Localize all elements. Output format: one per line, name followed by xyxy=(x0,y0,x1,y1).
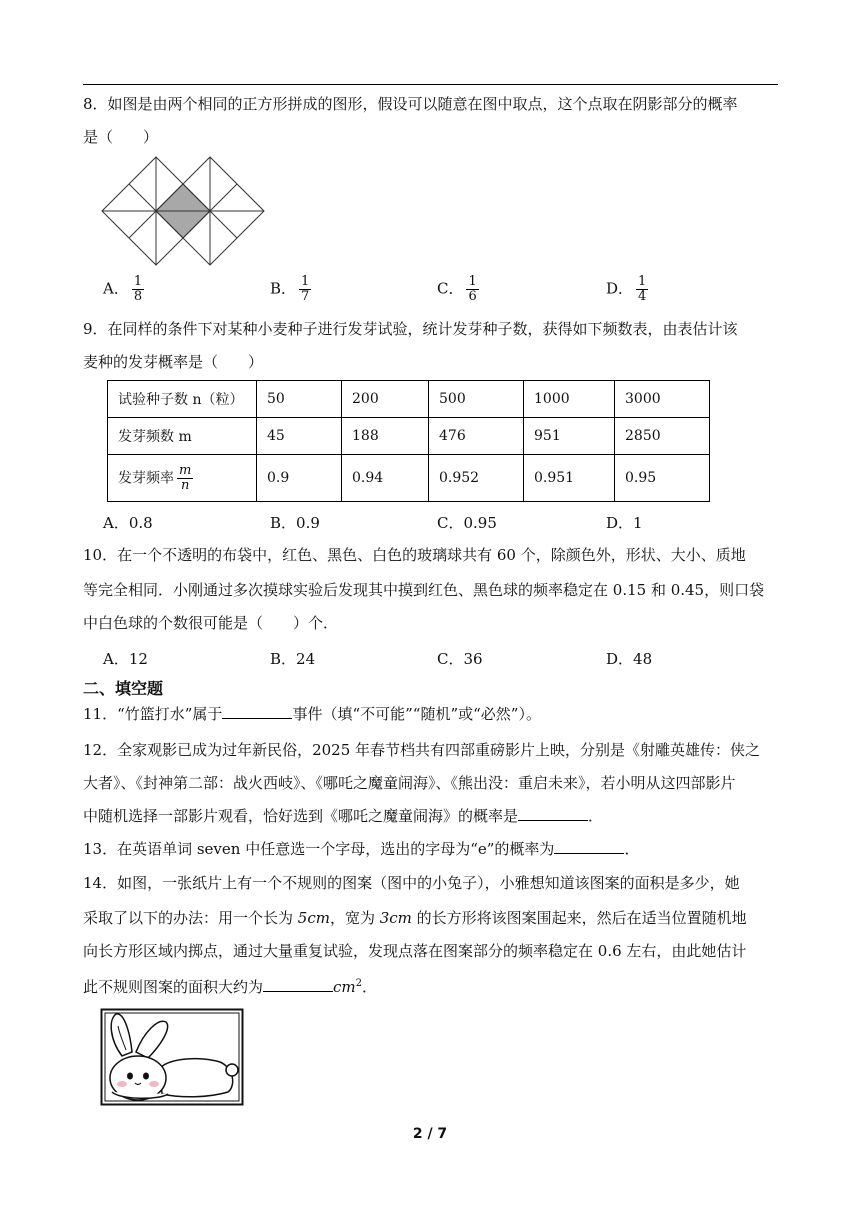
q8-option-c[interactable]: C． $\frac{1}{6}$ xyxy=(437,274,477,304)
q14-text-line3: 向长方形区域内掷点，通过大量重复试验，发现点落在图案部分的频率稳定在 0.6 左右，由此她估计 xyxy=(83,942,747,960)
table-cell: 0.95 xyxy=(615,455,710,502)
table-row xyxy=(108,418,710,455)
table-cell: 476 xyxy=(429,418,524,455)
table-row xyxy=(108,381,710,418)
q9-text-line2: 麦种的发芽概率是（ ） xyxy=(83,353,264,371)
q14-text-line4: 此不规则图案的面积大约为 $cm^2$． xyxy=(83,969,783,1002)
q12-text-line2: 大者》、《封神第二部：战火西岐》、《哪吒之魔童闹海》、《熊出没：重启未来》，若小明从这四部影片 xyxy=(83,774,736,792)
table-cell: 200 xyxy=(342,381,429,418)
table-cell: 500 xyxy=(429,381,524,418)
table-cell: 3000 xyxy=(615,381,710,418)
table-cell: 发芽频率 $\frac{m}{n}$ xyxy=(108,455,257,502)
q12-text-line1: 12．全家观影已成为过年新民俗，2025 年春节档共有四部重磅影片上映，分别是《射雕英雄传：侠之 xyxy=(83,741,761,759)
q9-text-line1: 9．在同样的条件下对某种小麦种子进行发芽试验，统计发芽种子数，获得如下频数表，由表估计该 xyxy=(83,320,738,338)
q13-text: 13．在英语单词 seven 中任意选一个字母，选出的字母为“e”的概率为 ． xyxy=(83,834,783,864)
table-cell: 1000 xyxy=(524,381,615,418)
q10-option-b[interactable]: B．24 xyxy=(270,650,316,668)
q11-text: 11．“竹篮打水”属于 事件（填“不可能”“随机”或“必然”）。 xyxy=(83,699,783,729)
q11-answer-blank[interactable] xyxy=(222,702,292,719)
q13-answer-blank[interactable] xyxy=(554,837,624,854)
section-heading-fill-in: 二、填空题 xyxy=(83,679,164,698)
table-cell: 0.94 xyxy=(342,455,429,502)
q8-option-b[interactable]: B． $\frac{1}{7}$ xyxy=(270,274,310,304)
q10-text-line2: 等完全相同．小刚通过多次摸球实验后发现其中摸到红色、黑色球的频率稳定在 0.15 和 0.45，则口袋 xyxy=(83,581,765,599)
q14-text-line1: 14．如图，一张纸片上有一个不规则的图案（图中的小兔子），小雅想知道该图案的面积是多少，她 xyxy=(83,874,740,892)
table-cell: 188 xyxy=(342,418,429,455)
q8-option-d[interactable]: D． $\frac{1}{4}$ xyxy=(606,274,647,304)
q10-option-c[interactable]: C．36 xyxy=(437,650,483,668)
header-rule xyxy=(83,84,778,85)
q8-squares-figure xyxy=(100,155,268,267)
q14-answer-blank[interactable] xyxy=(263,975,333,992)
table-cell: 951 xyxy=(524,418,615,455)
q8-option-a[interactable]: A． $\frac{1}{8}$ xyxy=(103,274,143,304)
table-cell: 0.952 xyxy=(429,455,524,502)
q9-option-d[interactable]: D．1 xyxy=(606,514,643,532)
q9-option-a[interactable]: A．0.8 xyxy=(103,514,153,532)
q12-answer-blank[interactable] xyxy=(518,804,588,821)
page-number: 2 / 7 xyxy=(412,1126,448,1142)
q10-option-d[interactable]: D．48 xyxy=(606,650,653,668)
table-cell: 0.9 xyxy=(257,455,342,502)
table-cell: 2850 xyxy=(615,418,710,455)
q8-text-line1: 8．如图是由两个相同的正方形拼成的图形，假设可以随意在图中取点，这个点取在阴影部分的概率 xyxy=(83,95,738,113)
q9-option-c[interactable]: C．0.95 xyxy=(437,514,497,532)
q12-text-line3: 中随机选择一部影片观看，恰好选到《哪吒之魔童闹海》的概率是 ． xyxy=(83,801,783,831)
q14-text-line2: 采取了以下的办法：用一个长为 5cm，宽为 3cm 的长方形将该图案围起来，然后在适当位置随机地 xyxy=(83,909,747,927)
q8-text-line2: 是（ ） xyxy=(83,128,159,146)
q10-text-line3: 中白色球的个数很可能是（ ）个． xyxy=(83,614,339,632)
q9-frequency-table xyxy=(107,380,710,502)
table-cell: 45 xyxy=(257,418,342,455)
q10-option-a[interactable]: A．12 xyxy=(103,650,148,668)
table-cell: 试验种子数 n（粒） xyxy=(108,381,257,418)
table-cell: 50 xyxy=(257,381,342,418)
rabbit-figure xyxy=(100,1008,244,1106)
table-cell: 0.951 xyxy=(524,455,615,502)
table-cell: 发芽频数 m xyxy=(108,418,257,455)
q9-option-b[interactable]: B．0.9 xyxy=(270,514,320,532)
table-row xyxy=(108,455,710,502)
q10-text-line1: 10．在一个不透明的布袋中，红色、黑色、白色的玻璃球共有 60 个，除颜色外，形状、大小、质地 xyxy=(83,546,746,564)
